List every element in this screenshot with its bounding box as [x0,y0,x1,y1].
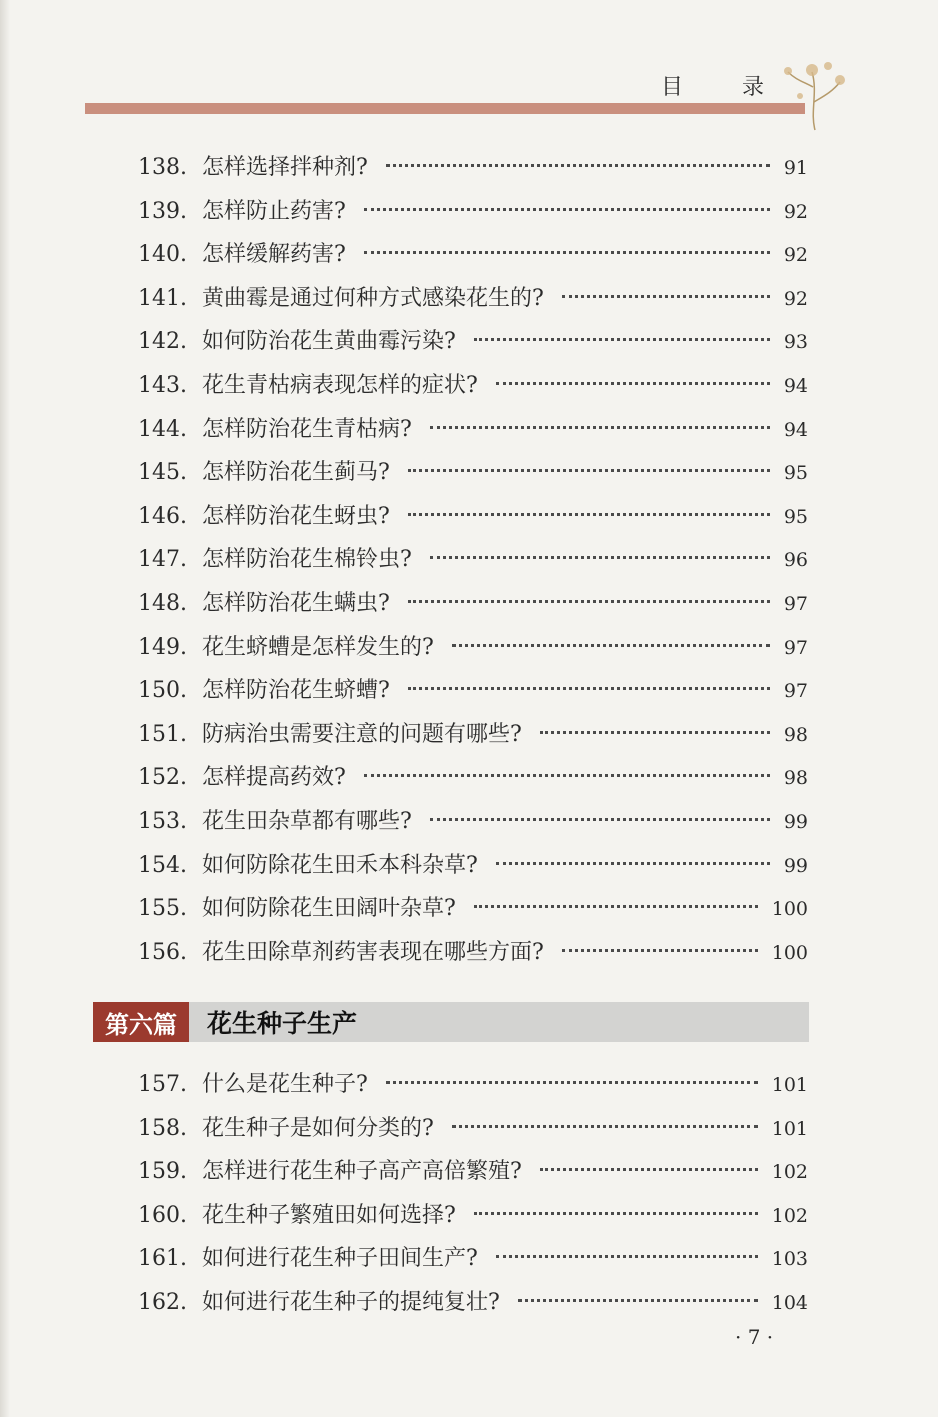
dot-leader [474,1211,758,1215]
entry-page: 94 [783,374,808,397]
entry-title: 花生青枯病表现怎样的症状? [202,372,478,398]
dot-leader [562,948,758,952]
entry-page: 96 [783,549,808,572]
toc-entry[interactable] [138,669,808,713]
entry-title: 怎样防治花生棉铃虫? [202,547,412,573]
dot-leader [496,861,770,865]
entry-title: 怎样防治花生螨虫? [202,590,390,616]
entry-title: 花生田除草剂药害表现在哪些方面? [202,939,544,965]
header-rule [85,103,805,114]
entry-title: 怎样选择拌种剂? [202,155,368,180]
entry-number: 158. [138,1115,187,1141]
dot-leader [430,817,770,821]
entry-page: 100 [771,941,808,964]
toc-entry[interactable] [138,1281,808,1325]
dot-leader [408,468,770,472]
entry-title: 怎样防治花生蓟马? [202,460,390,486]
entry-title: 如何防治花生黄曲霉污染? [202,329,456,355]
toc-entry[interactable] [138,233,808,277]
dot-leader [562,294,770,298]
entry-page: 97 [783,636,808,659]
entry-number: 157. [138,1072,187,1097]
entry-page: 91 [783,157,808,179]
dot-leader [518,1298,758,1302]
entry-page: 92 [783,287,808,310]
entry-number: 139. [138,198,187,224]
entry-page: 101 [771,1074,808,1096]
dot-leader [408,599,770,603]
entry-title: 花生种子繁殖田如何选择? [202,1202,456,1228]
dot-leader [408,686,770,690]
entry-number: 161. [138,1246,187,1272]
dot-leader [364,250,770,254]
entry-title: 如何进行花生种子的提纯复壮? [202,1289,500,1315]
entry-number: 149. [138,634,187,660]
dot-leader [452,1124,758,1128]
entry-title: 怎样缓解药害? [202,242,346,268]
entry-page: 92 [783,244,808,267]
dot-leader [496,1254,758,1258]
toc-entry[interactable] [138,1063,808,1107]
entry-title: 怎样防治花生青枯病? [202,416,412,442]
page-edge [0,0,10,1417]
entry-title: 如何进行花生种子田间生产? [202,1246,478,1272]
entry-title: 花生田杂草都有哪些? [202,808,412,834]
floral-ornament-icon [780,52,850,132]
entry-number: 144. [138,416,187,442]
toc-entry[interactable] [138,495,808,539]
entry-page: 103 [771,1248,808,1271]
dot-leader [540,730,770,734]
entry-number: 154. [138,852,187,878]
entry-title: 怎样进行花生种子高产高倍繁殖? [202,1159,522,1185]
entry-number: 141. [138,285,187,311]
entry-number: 152. [138,765,187,791]
entry-title: 怎样防止药害? [202,198,346,224]
toc-entry[interactable] [138,451,808,495]
entry-number: 138. [138,155,187,180]
toc-entry[interactable] [138,800,808,844]
toc-entry[interactable] [138,1237,808,1281]
entry-number: 160. [138,1202,187,1228]
entry-number: 150. [138,678,187,704]
dot-leader [430,425,770,429]
page-number: · 7 · [735,1325,774,1349]
toc-entry[interactable] [138,931,808,975]
toc-entry[interactable] [138,1150,808,1194]
entry-title: 如何防除花生田阔叶杂草? [202,896,456,922]
entry-page: 102 [771,1161,808,1184]
entry-number: 148. [138,590,187,616]
dot-leader [386,1080,758,1084]
toc-entry[interactable] [138,582,808,626]
toc-entry[interactable] [138,887,808,931]
toc-list-part-6 [138,1063,808,1325]
entry-title: 什么是花生种子? [202,1072,368,1097]
entry-page: 98 [783,767,808,790]
dot-leader [364,207,770,211]
dot-leader [496,381,770,385]
entry-title: 花生种子是如何分类的? [202,1115,434,1141]
entry-number: 159. [138,1159,187,1185]
section-title: 花生种子生产 [207,1009,358,1038]
toc-entry[interactable] [138,277,808,321]
entry-title: 防病治虫需要注意的问题有哪些? [202,721,522,747]
toc-entry[interactable] [138,320,808,364]
entry-number: 143. [138,372,187,398]
toc-entry[interactable] [138,626,808,670]
entry-page: 92 [783,200,808,223]
entry-page: 104 [771,1291,808,1314]
entry-title: 黄曲霉是通过何种方式感染花生的? [202,285,544,311]
entry-number: 142. [138,329,187,355]
entry-page: 95 [783,462,808,485]
toc-list-part-5 [138,146,808,974]
entry-title: 怎样防治花生蚜虫? [202,503,390,529]
entry-page: 98 [783,723,808,746]
entry-page: 97 [783,680,808,703]
entry-page: 97 [783,592,808,615]
section-tag: 第六篇 [93,1002,189,1042]
toc-entry[interactable] [138,1194,808,1238]
entry-page: 100 [771,898,808,921]
entry-page: 99 [783,854,808,877]
entry-number: 140. [138,242,187,268]
entry-title: 怎样提高药效? [202,765,346,791]
entry-number: 153. [138,808,187,834]
toc-entry[interactable] [138,844,808,888]
toc-entry[interactable] [138,1107,808,1151]
dot-leader [474,904,758,908]
toc-entry[interactable] [138,713,808,757]
entry-title: 花生蛴螬是怎样发生的? [202,634,434,660]
entry-number: 145. [138,460,187,486]
entry-title: 如何防除花生田禾本科杂草? [202,852,478,878]
entry-page: 94 [783,418,808,441]
entry-number: 155. [138,896,187,922]
entry-page: 95 [783,505,808,528]
toc-entry[interactable] [138,408,808,452]
section-header [93,1002,809,1042]
entry-page: 93 [783,331,808,354]
entry-number: 147. [138,547,187,573]
toc-entry[interactable] [138,190,808,234]
dot-leader [540,1167,758,1171]
toc-entry[interactable] [138,364,808,408]
entry-number: 151. [138,721,187,747]
dot-leader [386,163,770,167]
dot-leader [408,512,770,516]
entry-title: 怎样防治花生蛴螬? [202,678,390,704]
entry-number: 162. [138,1289,187,1315]
entry-number: 146. [138,503,187,529]
entry-page: 101 [771,1117,808,1140]
dot-leader [474,337,770,341]
entry-page: 99 [783,810,808,833]
dot-leader [452,643,770,647]
running-header: 目 录 [661,75,790,100]
toc-entry[interactable] [138,538,808,582]
entry-page: 102 [771,1204,808,1227]
dot-leader [430,555,770,559]
entry-number: 156. [138,939,187,965]
dot-leader [364,773,770,777]
toc-entry[interactable] [138,756,808,800]
toc-entry[interactable] [138,146,808,190]
